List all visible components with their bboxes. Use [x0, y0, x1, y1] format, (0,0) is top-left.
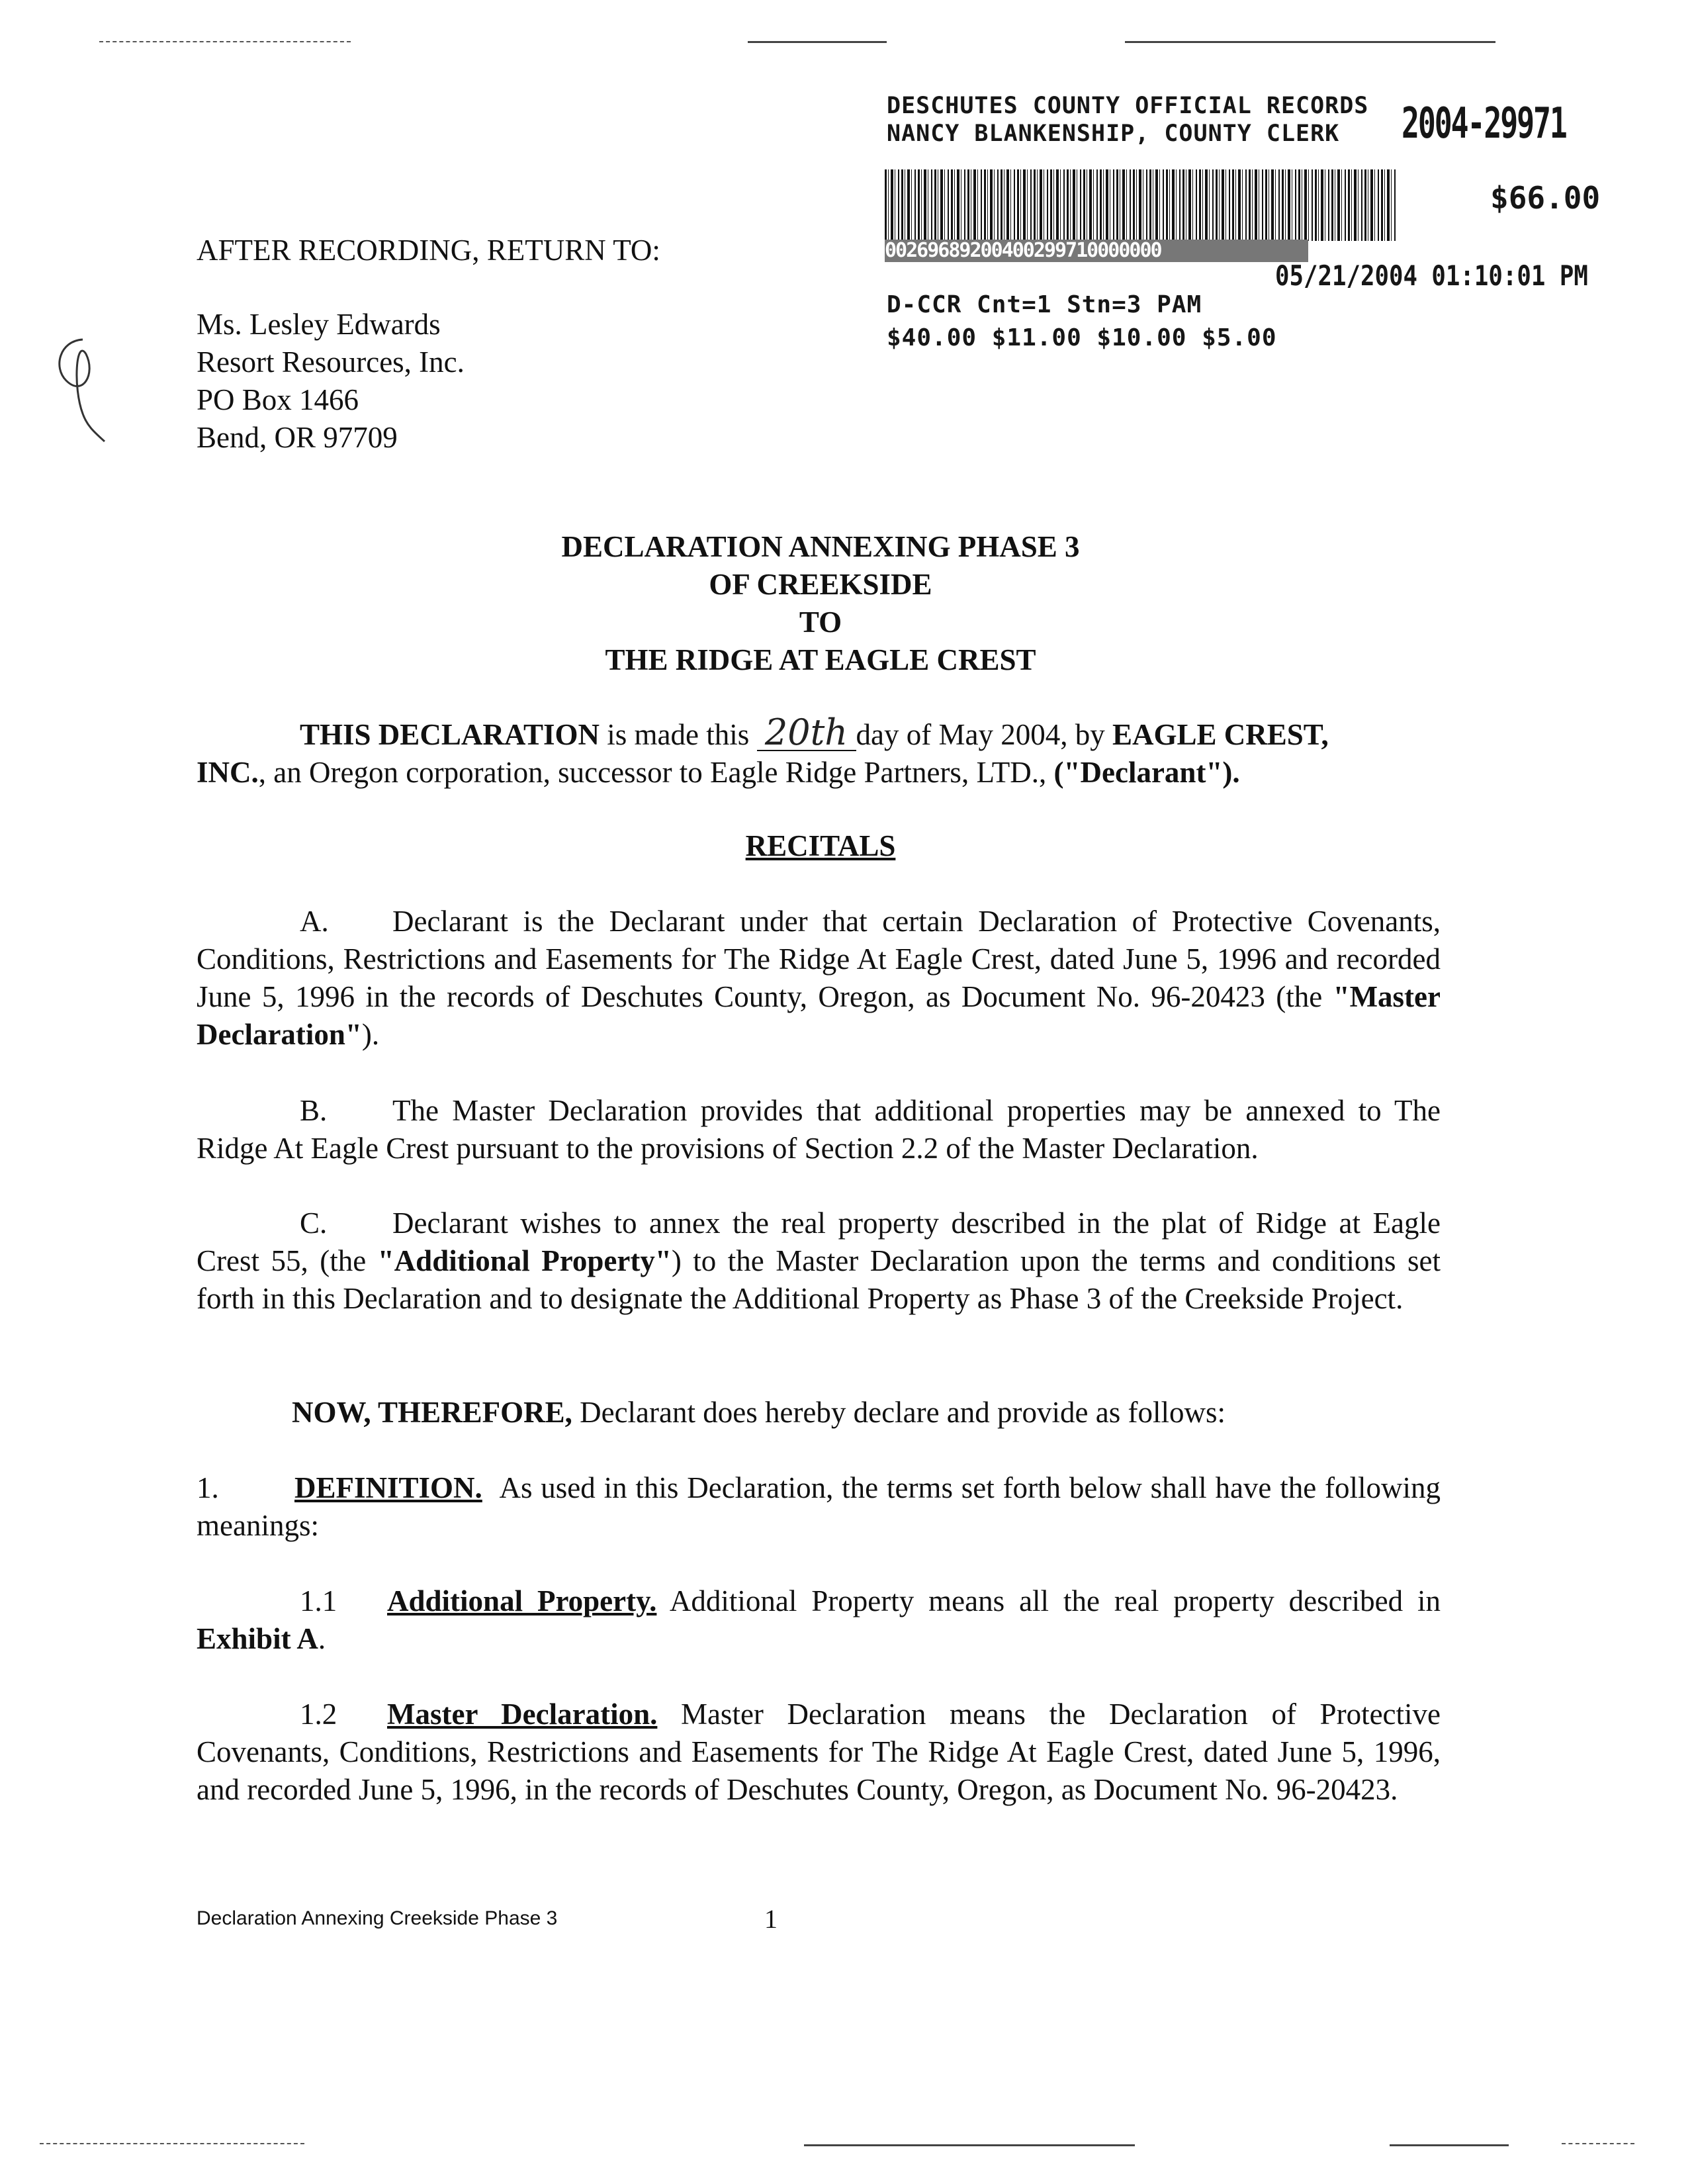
now-therefore-lead: NOW, THEREFORE, [292, 1396, 572, 1429]
recital-c-text-1: Declarant wishes to annex the real property described in the plat of Ridge at Eagle Crest 55, (the [197, 1206, 1441, 1277]
scan-edge-bottom-mid [804, 2144, 1135, 2146]
barcode-number: 00269689200400299710000000 [885, 240, 1308, 262]
scan-edge-top-mid [748, 41, 887, 43]
recital-a [197, 903, 1441, 1054]
document-number: 2004-29971 [1402, 99, 1566, 148]
total-fee: $66.00 [1490, 180, 1601, 216]
scan-edge-top-right [1125, 41, 1495, 43]
recorded-timestamp: 05/21/2004 01:10:01 PM [1275, 259, 1588, 292]
scan-edge-bottom-right [1390, 2144, 1509, 2146]
now-therefore-text: Declarant does hereby declare and provide as follows: [572, 1396, 1226, 1429]
definition-1-1-text: Additional Property means all the real property described in [656, 1584, 1441, 1617]
recital-b-label: B. [300, 1094, 328, 1127]
footer-page-number: 1 [764, 1904, 778, 1934]
intro-text-b: day of May 2004, by [856, 718, 1112, 751]
scan-edge-bottom-left [40, 2143, 304, 2146]
intro-text-c: , an Oregon corporation, successor to Eagle Ridge Partners, LTD., [258, 756, 1054, 789]
barcode [885, 169, 1396, 241]
definition-1-1-number: 1.1 [300, 1584, 337, 1617]
return-to-city: Bend, OR 97709 [197, 421, 398, 454]
recital-b-text: The Master Declaration provides that additional properties may be annexed to The Ridge At Eagle Crest pursuant to the provisions of Section 2.2 of the Master Declaration. [197, 1094, 1441, 1165]
title-line-2: OF CREEKSIDE [709, 568, 932, 601]
recital-a-tail-open: (the [1276, 980, 1333, 1013]
recitals-heading: RECITALS [745, 829, 896, 862]
recital-a-label: A. [300, 905, 329, 938]
intro-defined-term: ("Declarant"). [1053, 756, 1240, 789]
section-1 [197, 1469, 1441, 1545]
definition-1-1 [197, 1582, 1441, 1658]
return-to-company: Resort Resources, Inc. [197, 345, 465, 379]
intro-line-2 [197, 754, 1240, 791]
definition-1-1-ref: Exhibit A [197, 1622, 318, 1655]
handwritten-mark [46, 334, 119, 447]
recital-a-tail-close: ). [361, 1018, 380, 1051]
scan-edge-bottom-far-right [1562, 2143, 1634, 2146]
scan-edge-top-left [99, 41, 351, 44]
definition-1-2-text: Master Declaration means the Declaration of Protective Covenants, Conditions, Restrictions and Easements for The Ridge At Eagle Crest, dated June 5, 1996, and recorded June 5, 1996, in the records of Deschutes County, Oregon, as Document No. 96-20423. [197, 1698, 1441, 1806]
definition-1-1-term: Additional Property. [387, 1584, 657, 1617]
definition-1-2-number: 1.2 [300, 1698, 337, 1731]
intro-text-a: is made this [600, 718, 757, 751]
definition-1-2-term: Master Declaration. [387, 1698, 658, 1731]
recital-a-defined: "Master Declaration" [197, 980, 1441, 1051]
county-clerk: NANCY BLANKENSHIP, COUNTY CLERK [887, 120, 1340, 147]
return-to-heading: AFTER RECORDING, RETURN TO: [197, 234, 660, 267]
fee-codes: D-CCR Cnt=1 Stn=3 PAM [887, 291, 1202, 318]
section-1-number: 1. [197, 1471, 219, 1504]
recital-c-text-2: ) to the Master Declaration upon the terms and conditions set forth in this Declaration and to designate the Additional Property as Phase 3 of the Creekside Project. [197, 1244, 1441, 1315]
intro-party-cont: INC. [197, 756, 259, 789]
definition-1-2 [197, 1696, 1441, 1809]
return-to-address: PO Box 1466 [197, 383, 359, 416]
title-line-1: DECLARATION ANNEXING PHASE 3 [561, 530, 1080, 563]
recital-c-label: C. [300, 1206, 328, 1240]
recorder-office: DESCHUTES COUNTY OFFICIAL RECORDS [887, 93, 1369, 119]
now-therefore [292, 1394, 1226, 1431]
definition-1-1-end: . [318, 1622, 326, 1655]
title-line-4: THE RIDGE AT EAGLE CREST [605, 643, 1036, 676]
recital-c [197, 1205, 1441, 1318]
recital-c-defined: "Additional Property" [377, 1244, 672, 1277]
recital-b [197, 1092, 1441, 1167]
title-line-3: TO [799, 606, 842, 639]
intro-lead: THIS DECLARATION [300, 718, 600, 751]
intro-party: EAGLE CREST, [1112, 718, 1329, 751]
intro-line-1 [300, 711, 1329, 753]
handwritten-day: 20th [757, 717, 856, 751]
footer-doc-title: Declaration Annexing Creekside Phase 3 [197, 1907, 558, 1929]
return-to-name: Ms. Lesley Edwards [197, 308, 441, 341]
recital-a-text: Declarant is the Declarant under that certain Declaration of Protective Covenants, Conditions, Restrictions and Easements for The Ridge At Eagle Crest, dated June 5, 1996 and recorded June 5, 1996 in the records of Deschutes County, Oregon, as Document No. 96-20423 [197, 905, 1441, 1013]
section-1-heading: DEFINITION. [294, 1471, 482, 1504]
fee-amounts: $40.00 $11.00 $10.00 $5.00 [887, 324, 1277, 351]
section-1-text: As used in this Declaration, the terms set forth below shall have the following meanings: [197, 1471, 1441, 1542]
